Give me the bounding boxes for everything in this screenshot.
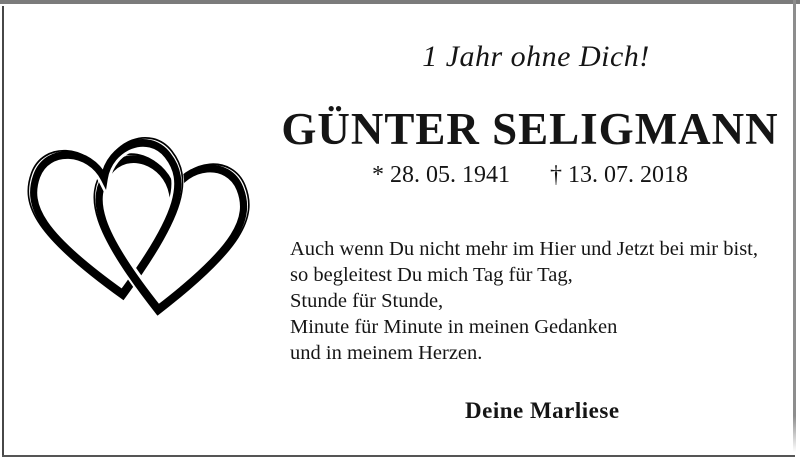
scan-border-bottom — [2, 455, 795, 457]
verse-line: und in meinem Herzen. — [290, 342, 483, 364]
death-date: † 13. 07. 2018 — [550, 162, 688, 188]
deceased-name: GÜNTER SELIGMANN — [281, 104, 779, 154]
mourner-signature: Deine Marliese — [465, 398, 620, 423]
life-dates — [270, 162, 790, 189]
scan-border-right — [793, 0, 796, 452]
verse-line: Stunde für Stunde, — [290, 290, 444, 312]
interlocked-hearts-icon — [25, 123, 260, 325]
scan-border-top — [0, 0, 800, 4]
memorial-tagline: 1 Jahr ohne Dich! — [422, 40, 650, 73]
verse-line: Minute für Minute in meinen Gedanken — [290, 316, 618, 338]
verse-line: Auch wenn Du nicht mehr im Hier und Jetzt bei mir bist, — [290, 238, 758, 260]
birth-date: * 28. 05. 1941 — [372, 162, 510, 188]
scan-border-left — [2, 6, 4, 457]
verse-line: so begleitest Du mich Tag für Tag, — [290, 264, 573, 286]
memorial-verse — [290, 236, 790, 366]
